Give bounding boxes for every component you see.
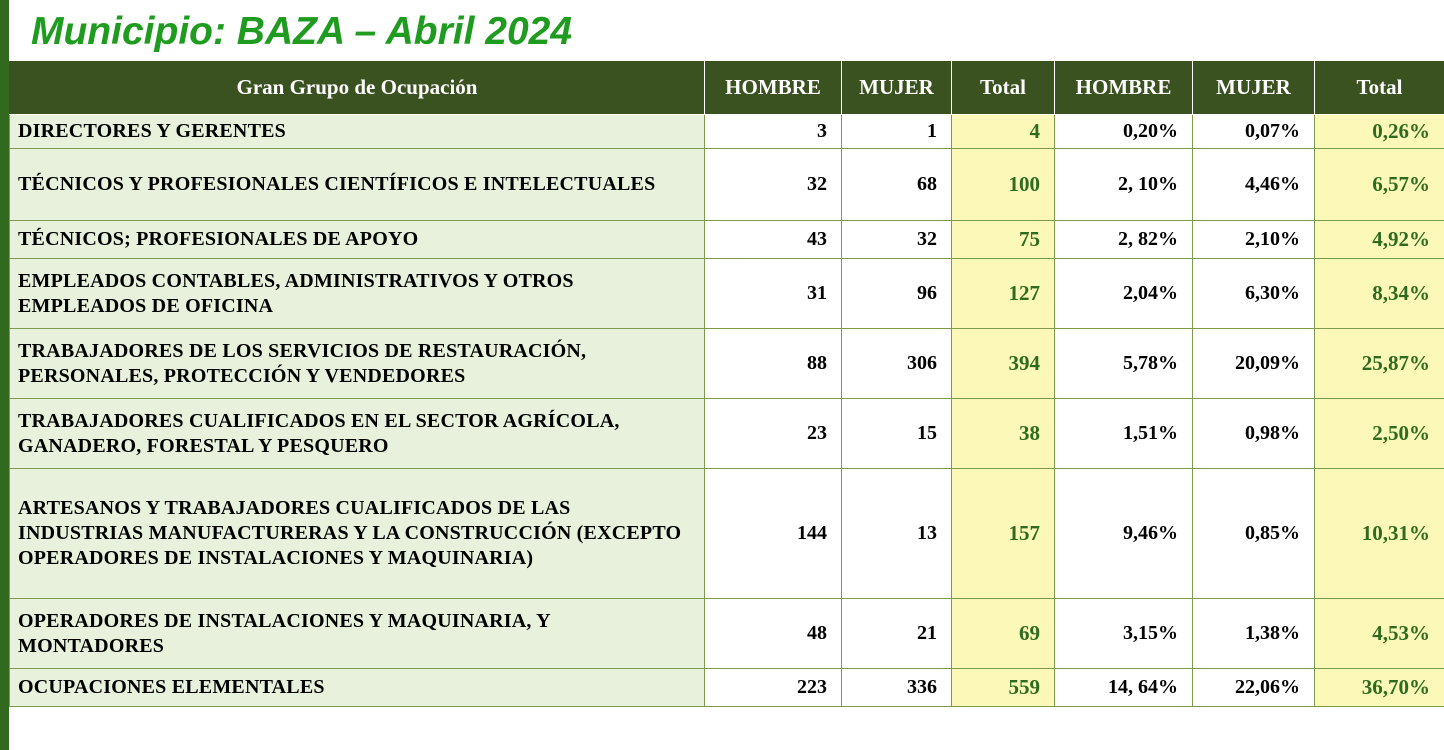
row-total-count: 69 — [952, 599, 1055, 669]
table-row — [10, 149, 1444, 221]
row-label: EMPLEADOS CONTABLES, ADMINISTRATIVOS Y OTROS EMPLEADOS DE OFICINA — [10, 259, 705, 329]
row-hombre-pct: 14, 64% — [1055, 669, 1193, 707]
row-mujer-pct: 0,85% — [1193, 469, 1315, 599]
row-label: DIRECTORES Y GERENTES — [10, 115, 705, 149]
row-total-pct: 2,50% — [1315, 399, 1444, 469]
row-mujer-pct: 20,09% — [1193, 329, 1315, 399]
row-total-count: 394 — [952, 329, 1055, 399]
row-total-pct: 10,31% — [1315, 469, 1444, 599]
row-mujer-count: 13 — [842, 469, 952, 599]
row-total-count: 4 — [952, 115, 1055, 149]
table-row — [10, 221, 1444, 259]
row-hombre-pct: 0,20% — [1055, 115, 1193, 149]
row-mujer-count: 21 — [842, 599, 952, 669]
row-mujer-count: 336 — [842, 669, 952, 707]
row-hombre-pct: 2,04% — [1055, 259, 1193, 329]
row-hombre-count: 88 — [705, 329, 842, 399]
occupation-table — [9, 60, 1444, 707]
column-header-total-count: Total — [952, 61, 1055, 115]
row-total-pct: 6,57% — [1315, 149, 1444, 221]
row-total-pct: 4,92% — [1315, 221, 1444, 259]
row-hombre-pct: 3,15% — [1055, 599, 1193, 669]
row-total-count: 38 — [952, 399, 1055, 469]
row-hombre-count: 223 — [705, 669, 842, 707]
page-title: Municipio: BAZA – Abril 2024 — [31, 10, 573, 53]
column-header-group: Gran Grupo de Ocupación — [10, 61, 705, 115]
row-mujer-count: 32 — [842, 221, 952, 259]
row-mujer-count: 96 — [842, 259, 952, 329]
row-total-pct: 0,26% — [1315, 115, 1444, 149]
row-hombre-pct: 9,46% — [1055, 469, 1193, 599]
row-hombre-count: 32 — [705, 149, 842, 221]
row-total-pct: 8,34% — [1315, 259, 1444, 329]
table-header-row — [10, 61, 1444, 115]
table-header — [10, 61, 1444, 115]
table-row — [10, 115, 1444, 149]
row-mujer-count: 1 — [842, 115, 952, 149]
row-total-count: 100 — [952, 149, 1055, 221]
row-hombre-count: 48 — [705, 599, 842, 669]
row-hombre-count: 144 — [705, 469, 842, 599]
row-mujer-count: 15 — [842, 399, 952, 469]
row-hombre-pct: 1,51% — [1055, 399, 1193, 469]
row-label: OCUPACIONES ELEMENTALES — [10, 669, 705, 707]
row-total-count: 127 — [952, 259, 1055, 329]
row-hombre-count: 43 — [705, 221, 842, 259]
column-header-hombre-count: HOMBRE — [705, 61, 842, 115]
column-header-mujer-pct: MUJER — [1193, 61, 1315, 115]
row-mujer-count: 306 — [842, 329, 952, 399]
row-hombre-pct: 2, 82% — [1055, 221, 1193, 259]
row-total-count: 75 — [952, 221, 1055, 259]
row-label: OPERADORES DE INSTALACIONES Y MAQUINARIA, Y MONTADORES — [10, 599, 705, 669]
row-total-pct: 4,53% — [1315, 599, 1444, 669]
row-hombre-count: 31 — [705, 259, 842, 329]
table-row — [10, 399, 1444, 469]
row-total-pct: 25,87% — [1315, 329, 1444, 399]
row-mujer-pct: 2,10% — [1193, 221, 1315, 259]
row-mujer-count: 68 — [842, 149, 952, 221]
table-row — [10, 469, 1444, 599]
row-mujer-pct: 6,30% — [1193, 259, 1315, 329]
column-header-mujer-count: MUJER — [842, 61, 952, 115]
row-label: TRABAJADORES DE LOS SERVICIOS DE RESTAURACIÓN, PERSONALES, PROTECCIÓN Y VENDEDORES — [10, 329, 705, 399]
row-hombre-pct: 2, 10% — [1055, 149, 1193, 221]
row-mujer-pct: 0,07% — [1193, 115, 1315, 149]
row-hombre-pct: 5,78% — [1055, 329, 1193, 399]
column-header-hombre-pct: HOMBRE — [1055, 61, 1193, 115]
table-row — [10, 329, 1444, 399]
table-row — [10, 669, 1444, 707]
table-body — [10, 115, 1444, 707]
row-label: TÉCNICOS Y PROFESIONALES CIENTÍFICOS E INTELECTUALES — [10, 149, 705, 221]
row-hombre-count: 3 — [705, 115, 842, 149]
row-label: TÉCNICOS; PROFESIONALES DE APOYO — [10, 221, 705, 259]
row-mujer-pct: 0,98% — [1193, 399, 1315, 469]
row-mujer-pct: 22,06% — [1193, 669, 1315, 707]
row-label: ARTESANOS Y TRABAJADORES CUALIFICADOS DE LAS INDUSTRIAS MANUFACTURERAS Y LA CONSTRUCCIÓN (EXCEPTO OPERADORES DE INSTALACIONES Y MAQUINARIA) — [10, 469, 705, 599]
row-total-count: 157 — [952, 469, 1055, 599]
column-header-total-pct: Total — [1315, 61, 1444, 115]
row-mujer-pct: 1,38% — [1193, 599, 1315, 669]
row-total-pct: 36,70% — [1315, 669, 1444, 707]
row-label: TRABAJADORES CUALIFICADOS EN EL SECTOR AGRÍCOLA, GANADERO, FORESTAL Y PESQUERO — [10, 399, 705, 469]
row-total-count: 559 — [952, 669, 1055, 707]
table-row — [10, 259, 1444, 329]
row-hombre-count: 23 — [705, 399, 842, 469]
row-mujer-pct: 4,46% — [1193, 149, 1315, 221]
table-row — [10, 599, 1444, 669]
